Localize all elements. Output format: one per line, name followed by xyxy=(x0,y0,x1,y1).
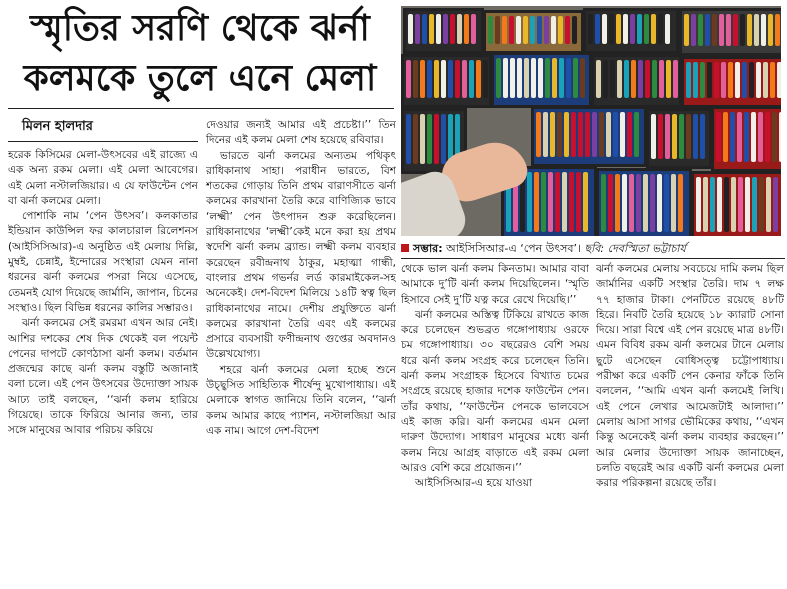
pen-shape xyxy=(622,174,627,232)
pen-shape xyxy=(488,16,493,44)
pen-shape xyxy=(777,62,781,98)
pen-shape xyxy=(578,112,583,157)
pen-tray xyxy=(583,8,679,54)
pen-shape xyxy=(443,14,448,44)
pen-shape xyxy=(751,112,756,162)
pen-stall-photo xyxy=(401,6,781,236)
pen-tray xyxy=(403,8,484,54)
pen-tray xyxy=(401,54,492,108)
pen-shape xyxy=(637,14,642,44)
pen-shape xyxy=(580,58,585,98)
caption-marker xyxy=(401,244,409,252)
pen-shape xyxy=(616,14,621,44)
paragraph: ঝর্না কলমের অস্তিত্ব টিকিয়ে রাখতে কাজ করে চলেছেন শুভব্রত গঙ্গোপাধ্যায় ওরফে চম গঙ্গোপাধ্যায়। ৩০ বছরেরও বেশি সময় ধরে ঝর্না কলম সংগ্রহ করে চলেছেন তিনি। ঝর্না কলম সংগ্রাহক হিসেবে বিখ্যাত চমের সংগ্রহে রয়েছে হাজার দশেক ফাউন্টেন পেন। তাঁর কথায়, ‘‘ফাউন্টেন পেনকে ভালবেসে এই কাজ করি। ঝর্না কলমের এমন মেলা দারুণ উদ্যোগ। সাধারণ মানুষের মধ্যে ঝর্না কলম নিয়ে আগ্রহ বাড়াতে এই রকম মেলা আরও বেশি করে প্রয়োজন।’’ xyxy=(401,308,589,474)
pen-shape xyxy=(420,114,425,164)
paragraph: শহরে ঝর্না কলমের মেলা হচ্ছে শুনে উচ্ছ্বসিত সাহিত্যিক শীর্ষেন্দু মুখোপাধ্যায়। এই মেলাকে স্বাগত জানিয়ে তিনি বলেন, ‘‘ঝর্না কলম আমার কাছে প্যাশন, নস্টালজিয়া আর এক নাম। আগে দেশ-বিদেশ xyxy=(206,363,396,437)
pen-shape xyxy=(565,16,570,44)
pen-shape xyxy=(672,114,677,159)
paragraph: থেকে ভাল ঝর্না কলম কিনতাম। আমার বাবা আমাকে দু’টি ঝর্না কলম দিয়েছিলেন। ‘স্মৃতি হিসাবে সেই দু’টি যত্ন করে রেখে দিয়েছি।’’ xyxy=(401,263,589,306)
pen-shape xyxy=(721,62,726,98)
paragraph: হরেক কিসিমের মেলা-উৎসবের এই রাজ্যে এ এক অন্য রকম মেলা। এই মেলা আবেগের। এই মেলা নস্টালজিয়ার। এ যে ফাউন্টেন পেন বা ঝর্না কলমের মেলা। xyxy=(8,149,198,207)
pen-shape xyxy=(413,114,418,164)
pen-shape xyxy=(700,62,705,98)
caption-text: আইসিসিআর-এ ‘পেন উৎসব’। xyxy=(442,242,585,255)
paragraph: পোশাকি নাম ‘পেন উৎসব’। কলকাতার ইন্ডিয়ান কাউন্সিল ফর কালচারাল রিলেশনস (আইসিসিআর)-এ অনুষ্ঠিত এই মেলায় দিল্লি, মুম্বই, চেন্নাই, ইন্দোরের সংস্থারা যেমন নানা ধরনের ঝর্না কলমের পসরা নিয়ে এসেছে, তেমনই যোগ দিয়েছে জার্মানি, জাপান, চিনের সংস্থাও। ছিল বিভিন্ন ধরনের কালির সম্ভারও। xyxy=(8,210,198,314)
pen-tray xyxy=(531,106,647,167)
byline-rule xyxy=(8,141,198,142)
paragraph: আইসিসিআর-এ হয়ে যাওয়া xyxy=(415,477,533,490)
pen-shape xyxy=(664,174,669,232)
pen-shape xyxy=(752,177,757,232)
pen-shape xyxy=(415,14,420,44)
pen-shape xyxy=(761,14,766,46)
pen-shape xyxy=(562,172,567,232)
pen-shape xyxy=(707,62,712,98)
pen-shape xyxy=(620,112,625,157)
pen-shape xyxy=(617,60,622,98)
pen-shape xyxy=(543,112,548,157)
pen-shape xyxy=(696,177,701,232)
pen-shape xyxy=(441,60,446,98)
pen-shape xyxy=(585,112,590,157)
pen-shape xyxy=(745,177,750,232)
pen-shape xyxy=(651,14,656,44)
pen-shape xyxy=(552,58,557,98)
pen-shape xyxy=(530,16,535,44)
pen-shape xyxy=(686,62,691,98)
pen-shape xyxy=(645,60,650,98)
pen-tray xyxy=(681,56,781,108)
pen-shape xyxy=(665,14,670,44)
pen-shape xyxy=(406,60,411,98)
pen-shape xyxy=(559,58,564,98)
paragraph: ভারতে ঝর্না কলমের অন্যতম পথিকৃৎ রাধিকানাথ সাহা। পরাধীন ভারতে, বিশ শতকের গোড়ায় তিনি প্রথম বারাণসীতে ঝর্না কলমের কারখানা তৈরি করে বাণিজ্যিক ভাবে ‘লক্ষ্মী’ পেন উৎপাদন শুরু করেছিলেন। রাধিকানাথের ‘লক্ষ্মী’কেই মনে করা হয় প্রথম স্বদেশি ঝর্না কলম ব্র্যান্ড। লক্ষ্মী কলম ব্যবহার করেছেন রবীন্দ্রনাথ ঠাকুর, মহাত্মা গান্ধী, বাংলার প্রথম গভর্নর লর্ড কারমাইকেল-সহ অনেকেই। দেশ-বিদেশ মিলিয়ে ১৪টি স্বত্ব ছিল রাধিকানাথের নামে। দেশীয় প্রযুক্তিতে ঝর্না কলমের কারখানা তৈরি এবং এই কলমের প্রসারে ব্যবসায়ী ফণীন্দ্রনাথ গুপ্তের অবদানও উল্লেখযোগ্য। xyxy=(206,149,396,361)
pen-shape xyxy=(609,14,614,44)
pen-shape xyxy=(710,177,715,232)
pen-shape xyxy=(658,114,663,159)
pen-shape xyxy=(516,16,521,44)
pen-shape xyxy=(638,60,643,98)
pen-tray xyxy=(711,106,781,172)
pen-shape xyxy=(636,174,641,232)
pen-shape xyxy=(606,112,611,157)
pen-shape xyxy=(503,58,508,98)
pen-shape xyxy=(496,58,501,98)
pen-shape xyxy=(558,16,563,44)
pen-shape xyxy=(772,112,777,162)
pen-shape xyxy=(509,16,514,44)
pen-shape xyxy=(766,177,771,232)
pen-shape xyxy=(634,112,639,157)
paragraph: ঝর্না কলমের মেলায় সবচেয়ে দামি কলম ছিল জার্মানির একটি সংস্থার তৈরি। দাম ৭ লক্ষ ৭৭ হাজার টাকা। পেনটিতে রয়েছে ৪৮টি হিরে। নিবটি তৈরি হয়েছে ১৮ ক্যারাট সোনা দিয়ে। সারা বিশ্বে এই পেন রয়েছে মাত্র ৪৮টি। এমন বিবিধ রকম ঝর্না কলমের টানে মেলায় ছুটে এসেছেন বোধিসত্ত্ব চট্টোপাধ্যায়। পরীক্ষা করে একটি পেন কেনার ফাঁকে তিনি বললেন, ‘‘আমি এখন ঝর্না কলমেই লিখি। এই পেনে লেখার আমেজটাই আলাদা।’’ মেলায় আসা সাগর ভৌমিকের কথায়, ‘‘এখন কিন্তু অনেকেই ঝর্না কলম ব্যবহার করছেন।’’ আর মেলার উদ্যোক্তা সায়ক জানাচ্ছেন, চলতি বছরেই আর একটি ঝর্না কলমের মেলা করার পরিকল্পনা রয়েছে তাঁর। xyxy=(596,263,784,490)
pen-tray xyxy=(679,8,781,56)
pen-shape xyxy=(537,16,542,44)
pen-tray xyxy=(591,54,682,108)
pen-shape xyxy=(434,114,439,164)
pen-shape xyxy=(427,114,432,164)
pen-shape xyxy=(527,172,532,232)
pen-tray xyxy=(596,168,692,236)
pen-shape xyxy=(629,174,634,232)
pen-shape xyxy=(657,174,662,232)
pen-shape xyxy=(731,177,736,232)
pen-shape xyxy=(569,172,574,232)
pen-shape xyxy=(627,112,632,157)
pen-shape xyxy=(779,112,781,162)
pen-shape xyxy=(434,60,439,98)
pen-shape xyxy=(686,114,691,159)
pen-shape xyxy=(643,174,648,232)
paragraph: ঝর্না কলমের সেই রমরমা এখন আর নেই। আশির দশকের শেষ দিক থেকেই বল পয়েন্ট পেনের দাপটে কোণঠাসা ঝর্না কলম। বর্তমান প্রজন্মের কাছে ঝর্না কলম বস্তুটি অজানাই বলা চলে। এই পেন উৎসবের উদ্যোক্তা সায়ক আঢ্য তাই বলছেন, ‘‘ঝর্না কলম হারিয়ে গিয়েছে। তাকে ফিরিয়ে আনার জন্য, তার সঙ্গে মানুষের আবার পরিচয় করিয়ে xyxy=(8,317,198,437)
pen-shape xyxy=(557,112,562,157)
pen-shape xyxy=(502,16,507,44)
pen-shape xyxy=(588,14,593,44)
pen-shape xyxy=(536,112,541,157)
pen-shape xyxy=(573,58,578,98)
pen-shape xyxy=(595,14,600,44)
pen-shape xyxy=(564,112,569,157)
pen-shape xyxy=(408,14,413,44)
pen-shape xyxy=(420,60,425,98)
pen-shape xyxy=(775,14,780,46)
pen-shape xyxy=(608,174,613,232)
pen-shape xyxy=(698,14,703,46)
pen-shape xyxy=(471,14,476,44)
pen-shape xyxy=(555,172,560,232)
pen-shape xyxy=(551,16,556,44)
pen-shape xyxy=(749,62,754,98)
column-4 xyxy=(596,262,784,588)
pen-shape xyxy=(724,177,729,232)
pen-shape xyxy=(495,16,500,44)
pen-shape xyxy=(759,177,764,232)
pen-tray xyxy=(491,52,592,108)
pen-shape xyxy=(615,174,620,232)
pen-shape xyxy=(427,60,432,98)
column-2 xyxy=(206,118,396,588)
pen-shape xyxy=(631,60,636,98)
pen-shape xyxy=(545,58,550,98)
pen-shape xyxy=(596,60,601,98)
pen-shape xyxy=(623,14,628,44)
pen-shape xyxy=(602,14,607,44)
pen-shape xyxy=(714,62,719,98)
pen-shape xyxy=(436,14,441,44)
pen-shape xyxy=(765,112,770,162)
byline: মিলন হালদার xyxy=(22,119,93,134)
pen-tray xyxy=(691,171,781,236)
pen-shape xyxy=(462,60,467,98)
pen-shape xyxy=(665,114,670,159)
pen-shape xyxy=(610,60,615,98)
pen-shape xyxy=(422,14,427,44)
pen-shape xyxy=(406,114,411,164)
caption-keyword: সম্ভার: xyxy=(413,242,443,255)
pen-shape xyxy=(673,60,678,98)
pen-shape xyxy=(730,112,735,162)
pen-shape xyxy=(548,172,553,232)
headline-line-1: স্মৃতির সরণি থেকে ঝর্না xyxy=(30,8,370,49)
headline xyxy=(6,4,394,104)
pen-shape xyxy=(717,177,722,232)
photo-caption xyxy=(401,241,785,256)
pen-shape xyxy=(592,112,597,157)
pen-shape xyxy=(651,114,656,159)
pen-shape xyxy=(747,14,752,46)
pen-shape xyxy=(756,62,761,98)
pen-shape xyxy=(744,112,749,162)
pen-shape xyxy=(524,58,529,98)
pen-shape xyxy=(723,112,728,162)
pen-shape xyxy=(517,58,522,98)
pen-shape xyxy=(613,112,618,157)
pen-shape xyxy=(469,60,474,98)
pen-shape xyxy=(700,114,705,159)
pen-shape xyxy=(652,60,657,98)
pen-shape xyxy=(457,14,462,44)
pen-shape xyxy=(658,14,663,44)
headline-line-2: কলমকে তুলে এনে মেলা xyxy=(23,58,377,99)
pen-shape xyxy=(601,174,606,232)
pen-shape xyxy=(740,14,745,46)
pen-shape xyxy=(448,60,453,98)
pen-shape xyxy=(737,112,742,162)
pen-shape xyxy=(550,112,555,157)
pen-shape xyxy=(733,14,738,46)
pen-shape xyxy=(738,177,743,232)
pen-shape xyxy=(763,62,768,98)
pen-shape xyxy=(572,16,577,44)
pen-shape xyxy=(624,60,629,98)
column-3 xyxy=(401,262,589,588)
pen-shape xyxy=(583,172,588,232)
pen-shape xyxy=(531,58,536,98)
pen-shape xyxy=(566,58,571,98)
pen-shape xyxy=(659,60,664,98)
pen-shape xyxy=(544,16,549,44)
pen-shape xyxy=(726,14,731,46)
pen-shape xyxy=(693,114,698,159)
pen-shape xyxy=(712,14,717,46)
pen-shape xyxy=(476,60,481,98)
pen-shape xyxy=(571,112,576,157)
pen-shape xyxy=(768,14,773,46)
pen-shape xyxy=(671,174,676,232)
pen-shape xyxy=(534,172,539,232)
pen-shape xyxy=(693,62,698,98)
pen-shape xyxy=(650,174,655,232)
pen-shape xyxy=(644,14,649,44)
pen-shape xyxy=(728,62,733,98)
pen-shape xyxy=(599,112,604,157)
pen-tray xyxy=(646,108,712,169)
headline-rule xyxy=(8,108,394,109)
pen-shape xyxy=(719,14,724,46)
pen-shape xyxy=(455,60,460,98)
pen-shape xyxy=(735,62,740,98)
pen-shape xyxy=(523,16,528,44)
pen-shape xyxy=(541,172,546,232)
pen-shape xyxy=(603,60,608,98)
pen-shape xyxy=(666,60,671,98)
pen-shape xyxy=(678,174,683,232)
pen-shape xyxy=(413,60,418,98)
pen-shape xyxy=(770,62,775,98)
caption-rule xyxy=(401,258,785,259)
pen-tray xyxy=(483,10,584,54)
pen-shape xyxy=(703,177,708,232)
pen-shape xyxy=(684,14,689,46)
pen-shape xyxy=(754,14,759,46)
pen-shape xyxy=(464,14,469,44)
pen-shape xyxy=(429,14,434,44)
pen-shape xyxy=(742,62,747,98)
paragraph: দেওয়ার জন্যই আমার এই প্রচেষ্টা।’’ তিন দিনের এই কলম মেলা শেষ হয়েছে রবিবার। xyxy=(206,119,396,147)
pen-shape xyxy=(576,172,581,232)
column-1 xyxy=(8,148,198,588)
pen-shape xyxy=(691,14,696,46)
pen-shape xyxy=(758,112,763,162)
caption-credit: ছবি: দেবস্মিতা ভট্টাচার্য xyxy=(584,242,686,255)
pen-shape xyxy=(773,177,778,232)
pen-shape xyxy=(679,114,684,159)
pen-shape xyxy=(510,58,515,98)
pen-shape xyxy=(705,14,710,46)
pen-shape xyxy=(483,60,488,98)
pen-shape xyxy=(538,58,543,98)
pen-shape xyxy=(450,14,455,44)
pen-shape xyxy=(630,14,635,44)
pen-shape xyxy=(441,114,446,164)
pen-shape xyxy=(716,112,721,162)
